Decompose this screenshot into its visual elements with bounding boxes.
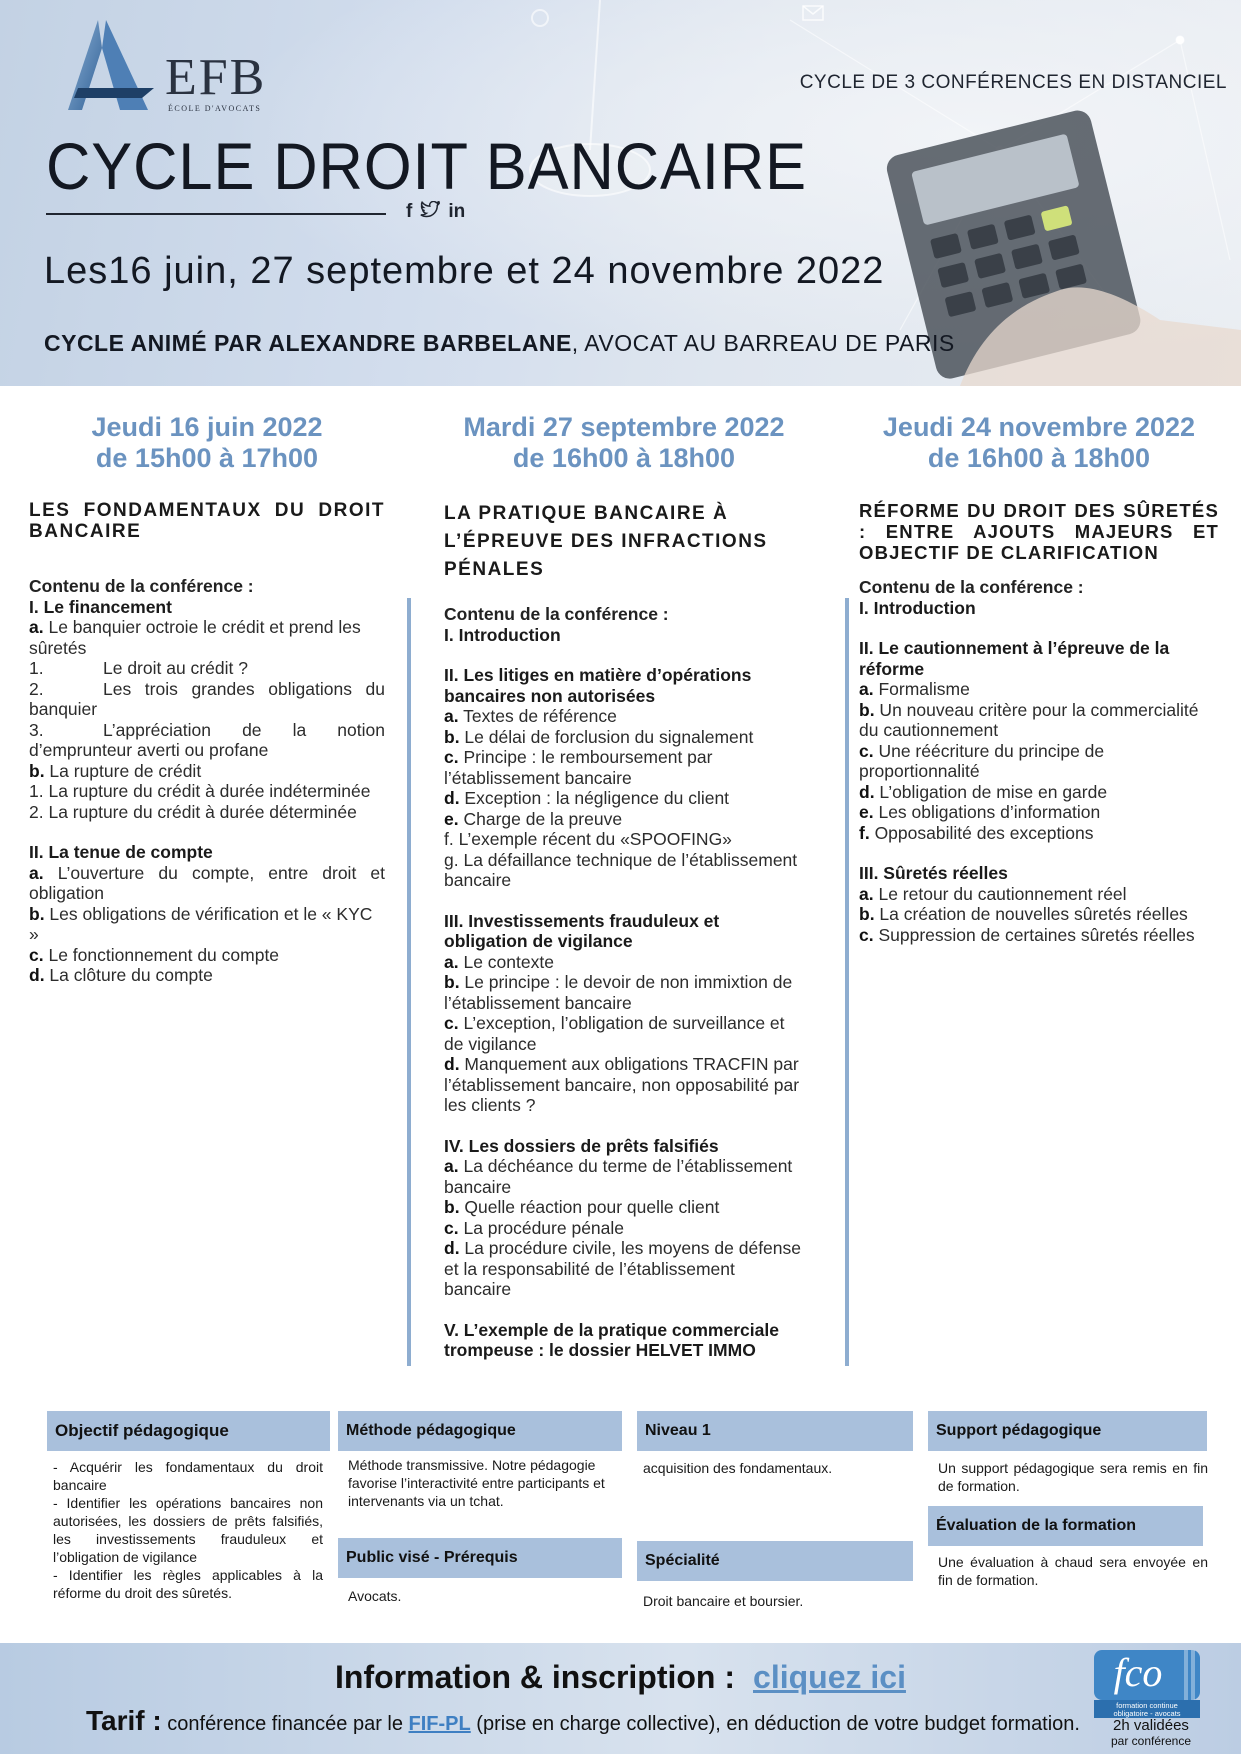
social-links xyxy=(406,201,465,222)
section-title: III. Investissements frauduleux et obligation de vigilance xyxy=(444,910,720,951)
section-2-items xyxy=(444,706,804,891)
list-item: c. Le fonctionnement du compte xyxy=(29,944,280,965)
section-title: I. Introduction xyxy=(859,597,976,618)
list-item: a. La déchéance du terme de l’établissement bancaire xyxy=(444,1156,793,1197)
evaluation-body: Une évaluation à chaud sera envoyée en fin de formation. xyxy=(938,1554,1208,1588)
conference-2-date: Mardi 27 septembre 2022 xyxy=(463,412,785,442)
section-title: III. Sûretés réelles xyxy=(859,863,1008,883)
evaluation-header: Évaluation de la formation xyxy=(928,1506,1203,1546)
animator-line xyxy=(44,330,955,357)
list-item: c. La procédure pénale xyxy=(444,1217,625,1238)
list-item: f. Opposabilité des exceptions xyxy=(859,822,1094,843)
section-title: IV. Les dossiers de prêts falsifiés xyxy=(444,1135,719,1156)
animator-name: CYCLE ANIMÉ PAR ALEXANDRE BARBELANE xyxy=(44,330,572,356)
list-item: d. Manquement aux obligations TRACFIN par l’établissement bancaire, non opposabilité par les clients ? xyxy=(444,1054,800,1115)
list-item: a. Le contexte xyxy=(444,951,554,972)
list-item: a. Le banquier octroie le crédit et prend les sûretés xyxy=(29,617,361,658)
list-item: f. L’exemple récent du «SPOOFING» xyxy=(444,829,732,849)
section-title: II. Le cautionnement à l’épreuve de la réforme xyxy=(859,638,1170,679)
fco-hours: 2h validées xyxy=(1113,1717,1189,1734)
list-item: d. L’obligation de mise en garde xyxy=(859,781,1108,802)
page-title: CYCLE DROIT BANCAIRE xyxy=(46,129,808,203)
list-item: 2. La rupture du crédit à durée déterminée xyxy=(29,801,357,822)
list-item: a. L’ouverture du compte, entre droit et obligation xyxy=(29,862,385,903)
fif-pl-link[interactable]: FIF-PL xyxy=(408,1713,471,1735)
list-item: e. Les obligations d’information xyxy=(859,802,1101,822)
support-header: Support pédagogique xyxy=(928,1411,1207,1451)
list-item: b. Le principe : le devoir de non immixtion de l’établissement bancaire xyxy=(444,972,793,1013)
tarif-text: conférence financée par le xyxy=(161,1713,409,1735)
column-divider-right xyxy=(845,598,849,1366)
twitter-bird-icon xyxy=(420,201,440,218)
contenu-label: Contenu de la conférence : xyxy=(444,604,669,624)
list-item: c. L’exception, l’obligation de surveillance et de vigilance xyxy=(444,1013,785,1054)
list-item: b. Quelle réaction pour quelle client xyxy=(444,1197,720,1217)
tarif-label: Tarif : xyxy=(86,1705,162,1736)
list-item: c. Principe : le remboursement par l’établissement bancaire xyxy=(444,747,713,788)
list-item: a. Textes de référence xyxy=(444,706,617,726)
conference-3-title: RÉFORME DU DROIT DES SÛRETÉS : ENTRE AJOUTS MAJEURS ET OBJECTIF DE CLARIFICATION xyxy=(859,500,1219,563)
objectif-header: Objectif pédagogique xyxy=(47,1411,330,1451)
cycle-count-label: CYCLE DE 3 CONFÉRENCES EN DISTANCIEL xyxy=(799,72,1227,93)
list-item: e. Charge de la preuve xyxy=(444,808,623,829)
fco-logo-text: fco xyxy=(1113,1650,1163,1695)
fco-sub-1: formation continue xyxy=(1116,1701,1178,1710)
conference-3-date: Jeudi 24 novembre 2022 xyxy=(882,412,1196,442)
niveau-header: Niveau 1 xyxy=(637,1411,913,1451)
public-body: Avocats. xyxy=(348,1588,402,1604)
list-item: d. Exception : la négligence du client xyxy=(444,788,730,808)
conference-1-title: LES FONDAMENTAUX DU DROIT BANCAIRE xyxy=(29,500,385,542)
header-banner xyxy=(0,0,1241,386)
section-title: II. La tenue de compte xyxy=(29,842,213,862)
fco-logo-icon xyxy=(1092,1648,1202,1720)
conference-column-3 xyxy=(859,412,1219,945)
contenu-label: Contenu de la conférence : xyxy=(859,577,1084,597)
list-item: a. Le retour du cautionnement réel xyxy=(859,883,1127,904)
list-item: a. Formalisme xyxy=(859,679,970,699)
support-body: Un support pédagogique sera remis en fin de formation. xyxy=(938,1460,1208,1494)
section-title: V. L’exemple de la pratique commerciale trompeuse : le dossier HELVET IMMO xyxy=(444,1319,779,1360)
conference-column-1 xyxy=(29,412,385,986)
specialite-body: Droit bancaire et boursier. xyxy=(643,1593,804,1609)
section-title: I. Le financement xyxy=(29,596,172,617)
list-item: b. Les obligations de vérification et le « KYC » xyxy=(29,903,373,944)
list-item: d. La procédure civile, les moyens de défense et la responsabilité de l’établissement bancaire xyxy=(444,1238,802,1299)
conference-2-time: de 16h00 à 18h00 xyxy=(512,443,736,473)
list-item: 3. L’appréciation de la notion d’emprunteur averti ou profane xyxy=(29,719,385,760)
conference-2-title: LA PRATIQUE BANCAIRE À L’ÉPREUVE DES INFRACTIONS PÉNALES xyxy=(444,503,768,580)
twitter-icon[interactable] xyxy=(420,201,440,222)
list-item: g. La défaillance technique de l’établissement bancaire xyxy=(444,849,798,890)
list-item: c. Une réécriture du principe de proportionnalité xyxy=(859,740,1105,781)
list-item: 2. Les trois grandes obligations du banquier xyxy=(29,678,385,719)
linkedin-icon[interactable]: in xyxy=(448,201,466,222)
list-item: 1. La rupture du crédit à durée indéterminée xyxy=(29,781,371,801)
conference-1-date: Jeudi 16 juin 2022 xyxy=(91,412,323,442)
column-divider-left xyxy=(407,598,411,1366)
list-item: b. La création de nouvelles sûretés réelles xyxy=(859,904,1188,924)
specialite-header: Spécialité xyxy=(637,1541,913,1581)
niveau-body: acquisition des fondamentaux. xyxy=(643,1460,833,1476)
methode-header: Méthode pédagogique xyxy=(338,1411,622,1451)
logo-wordmark: EFB xyxy=(165,49,267,106)
info-inscription-line xyxy=(0,1659,1241,1696)
conference-column-2 xyxy=(444,412,804,1361)
title-underline xyxy=(46,213,386,215)
tarif-text-end: (prise en charge collective), en déduction de votre budget formation. xyxy=(470,1713,1080,1735)
fco-sub-2: obligatoire - avocats xyxy=(1113,1709,1181,1718)
objectif-body: - Acquérir les fondamentaux du droit bancaire - Identifier les opérations bancaires non autorisées, les dossiers de prêts falsifiés, les investissements frauduleux et l’obligation de vigilance - Identifier les règles applicables à la réforme du droit des sûretés. xyxy=(53,1459,323,1601)
list-item: d. La clôture du compte xyxy=(29,965,213,985)
animator-role: , AVOCAT AU BARREAU DE PARIS xyxy=(571,330,955,356)
info-label: Information & inscription : xyxy=(335,1659,736,1695)
methode-body: Méthode transmissive. Notre pédagogie favorise l’interactivité entre participants et intervenants via un tchat. xyxy=(348,1457,605,1509)
list-item: b. Le délai de forclusion du signalement xyxy=(444,726,754,747)
list-item: b. La rupture de crédit xyxy=(29,760,202,781)
register-link[interactable]: cliquez ici xyxy=(753,1659,906,1695)
conference-3-time: de 16h00 à 18h00 xyxy=(927,443,1151,473)
conference-dates: Les16 juin, 27 septembre et 24 novembre 2022 xyxy=(44,250,885,292)
fco-per-conference: par conférence xyxy=(1110,1734,1192,1748)
section-title: II. Les litiges en matière d’opérations bancaires non autorisées xyxy=(444,665,752,706)
section-title: I. Introduction xyxy=(444,624,561,645)
contenu-label: Contenu de la conférence : xyxy=(29,576,254,596)
conference-1-time: de 15h00 à 17h00 xyxy=(95,443,319,473)
list-item: c. Suppression de certaines sûretés réelles xyxy=(859,924,1195,945)
facebook-icon[interactable]: f xyxy=(406,201,413,222)
tarif-line xyxy=(86,1705,1080,1737)
list-item: b. Un nouveau critère pour la commercialité du cautionnement xyxy=(859,699,1199,740)
public-header: Public visé - Prérequis xyxy=(338,1538,622,1578)
logo-subtitle: ÉCOLE D'AVOCATS xyxy=(168,104,262,113)
list-item: 1. Le droit au crédit ? xyxy=(29,658,248,678)
